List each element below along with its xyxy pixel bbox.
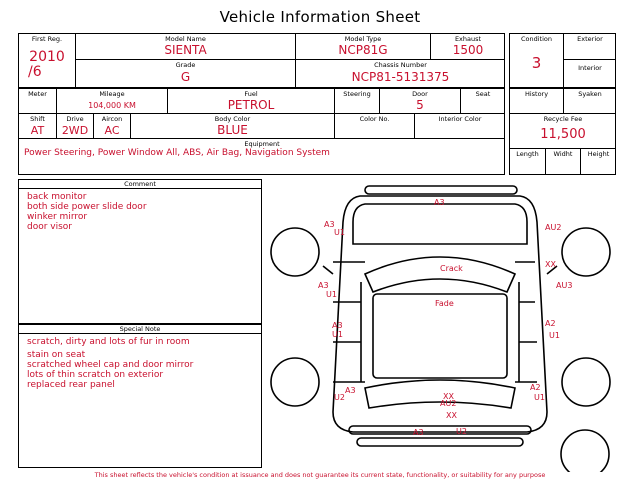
comment-header	[19, 180, 261, 189]
damage-mark: XX	[446, 411, 457, 420]
chassis-value: NCP81-5131375	[351, 70, 450, 84]
damage-mark: A3	[332, 321, 343, 330]
mileage-label: Mileage	[99, 90, 125, 98]
wheel-rear-right	[562, 358, 610, 406]
steering-label: Steering	[343, 90, 371, 98]
damage-mark: Crack	[440, 264, 463, 273]
rear-bumper-bottom	[357, 438, 523, 446]
condition-label: Condition	[520, 35, 553, 43]
damage-mark: U1	[334, 228, 345, 237]
drive-cell	[57, 114, 94, 139]
note-line: scratch, dirty and lots of fur in room	[27, 337, 190, 347]
length-label: Length	[516, 150, 539, 158]
damage-mark: A3	[324, 220, 335, 229]
color-no-label: Color No.	[359, 115, 390, 123]
aircon-label: Aircon	[101, 115, 123, 123]
width-cell	[546, 149, 581, 175]
mileage-cell	[57, 89, 168, 114]
equipment-cell	[19, 139, 505, 175]
exhaust-cell	[431, 34, 505, 60]
model-name-cell	[76, 34, 296, 60]
drive-label: Drive	[66, 115, 84, 123]
front-bumper	[365, 186, 517, 194]
model-name-value: SIENTA	[164, 43, 207, 57]
damage-mark: U1	[332, 330, 343, 339]
interior-cell	[564, 60, 616, 88]
model-type-value: NCP81G	[338, 43, 388, 57]
color-no-cell	[335, 114, 415, 139]
damage-mark: AU2	[440, 399, 457, 408]
shift-cell	[19, 114, 57, 139]
chassis-cell	[296, 60, 505, 88]
fuel-cell	[168, 89, 335, 114]
history-cell	[510, 89, 564, 114]
first-reg-month: /6	[28, 64, 42, 80]
recycle-value: 11,500	[540, 127, 586, 142]
comment-line: door visor	[27, 222, 73, 232]
wheel-front-left	[271, 228, 319, 276]
wheel-rear-left	[271, 358, 319, 406]
aircon-cell	[94, 114, 131, 139]
comment-box	[18, 179, 262, 324]
comment-line: back monitor	[27, 192, 87, 202]
drive-value: 2WD	[61, 124, 89, 137]
equipment-label: Equipment	[244, 140, 280, 148]
page-title: Vehicle Information Sheet	[219, 8, 421, 26]
meter-cell	[19, 89, 57, 114]
car-damage-diagram	[265, 182, 615, 472]
grade-value: G	[180, 70, 191, 84]
syaken-label: Syaken	[578, 90, 602, 98]
damage-mark: U1	[534, 393, 545, 402]
seat-cell	[461, 89, 505, 114]
shift-label: Shift	[30, 115, 45, 123]
damage-mark: A3	[345, 386, 356, 395]
damage-mark: A3	[434, 198, 445, 207]
body-color-label: Body Color	[214, 115, 251, 123]
first-reg-cell	[19, 34, 76, 88]
door-cell	[380, 89, 461, 114]
windshield	[365, 257, 515, 292]
syaken-cell	[564, 89, 616, 114]
body-color-value: BLUE	[217, 123, 248, 137]
history-grid	[509, 88, 616, 175]
recycle-cell	[510, 114, 616, 149]
door-value: 5	[416, 98, 424, 112]
grade-cell	[76, 60, 296, 88]
equipment-value: Power Steering, Power Window All, ABS, Air Bag, Navigation System	[24, 148, 330, 158]
damage-mark: A2	[530, 383, 541, 392]
damage-mark: A2	[545, 319, 556, 328]
comment-line: both side power slide door	[27, 202, 147, 212]
condition-grid	[509, 33, 616, 88]
note-line: stain on seat	[27, 350, 86, 360]
special-note-header	[19, 325, 261, 334]
condition-value: 3	[531, 54, 542, 72]
damage-mark: U1	[549, 331, 560, 340]
model-type-label: Model Type	[344, 35, 382, 43]
damage-mark: U1	[326, 290, 337, 299]
seat-label: Seat	[475, 90, 491, 98]
shift-value: AT	[30, 124, 45, 137]
interior-label: Interior	[578, 64, 602, 72]
wheel-front-right	[562, 228, 610, 276]
model-name-label: Model Name	[165, 35, 206, 43]
note-line: scratched wheel cap and door mirror	[27, 360, 194, 370]
note-line: lots of thin scratch on exterior	[27, 370, 164, 380]
recycle-label: Recycle Fee	[543, 115, 583, 123]
exhaust-value: 1500	[452, 43, 484, 57]
body-color-cell	[131, 114, 335, 139]
damage-mark: A3	[413, 428, 424, 437]
detail-grid	[18, 88, 505, 175]
note-line: replaced rear panel	[27, 380, 115, 390]
special-note-box	[18, 324, 262, 468]
fuel-label: Fuel	[244, 90, 258, 98]
chassis-label: Chassis Number	[374, 61, 427, 69]
comment-label: Comment	[124, 180, 156, 188]
special-note-list	[27, 337, 193, 390]
first-reg-year: 2010	[29, 49, 65, 65]
height-label: Height	[587, 150, 610, 158]
width-label: Widht	[553, 150, 573, 158]
main-info-grid	[18, 33, 505, 88]
aircon-value: AC	[104, 124, 120, 137]
damage-mark: AU3	[556, 281, 573, 290]
first-reg-label: First Reg.	[31, 35, 63, 43]
damage-mark: Fade	[435, 299, 454, 308]
damage-mark: U2	[456, 427, 467, 436]
door-label: Door	[412, 90, 428, 98]
exterior-cell	[564, 34, 616, 60]
grade-label: Grade	[175, 61, 196, 69]
interior-color-cell	[415, 114, 505, 139]
fuel-value: PETROL	[227, 98, 275, 112]
history-label: History	[524, 90, 549, 98]
mileage-value: 104,000 KM	[88, 101, 136, 110]
body-outline	[333, 196, 547, 432]
exterior-label: Exterior	[577, 35, 603, 43]
damage-mark: XX	[545, 260, 556, 269]
damage-mark: A3	[318, 281, 329, 290]
steering-cell	[335, 89, 380, 114]
height-cell	[581, 149, 616, 175]
comment-line: winker mirror	[27, 212, 88, 222]
condition-cell	[510, 34, 564, 88]
damage-mark: XX	[443, 392, 454, 401]
comment-list	[27, 192, 147, 232]
interior-color-label: Interior Color	[438, 115, 482, 123]
damage-mark: U2	[334, 393, 345, 402]
damage-mark: AU2	[545, 223, 562, 232]
model-type-cell	[296, 34, 431, 60]
length-cell	[510, 149, 546, 175]
meter-label: Meter	[28, 90, 47, 98]
exhaust-label: Exhaust	[454, 35, 482, 43]
footer-disclaimer: This sheet reflects the vehicle's condition at issuance and does not guarantee its current state, functionality, or suitability for any purpose	[94, 471, 546, 479]
special-note-label: Special Note	[119, 325, 161, 333]
spare-wheel	[561, 430, 609, 472]
hood	[353, 204, 527, 244]
